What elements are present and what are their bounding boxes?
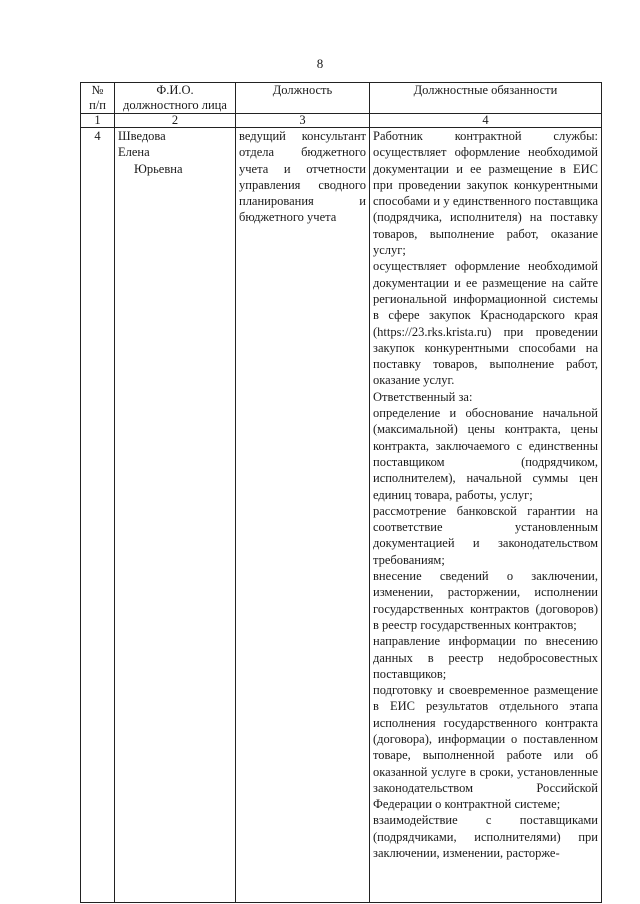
header-number: № п/п (81, 83, 115, 114)
first-name: Елена (118, 145, 150, 160)
duty-paragraph: Ответственный за: (373, 389, 473, 404)
duty-paragraph: Работник контрактной службы: осуществляет оформление необходимой документации и ее размещение в ЕИС при проведении закупок конкурентными способами и у единственного поставщика (подрядчика, исполнителя) на поставку товаров, выполнение работ, оказание услуг; (373, 129, 598, 258)
header-position: Должность (236, 83, 370, 114)
duty-paragraph: определение и обоснование начальной (максимальной) цены контракта, цены контракта, заключаемого с единственны поставщиком (подрядчиком, исполнителем), начальной суммы цен единиц товара, работы, услуг; (373, 406, 598, 502)
duty-paragraph: внесение сведений о заключении, изменении, расторжении, исполнении государственных контрактов (договоров) в реестр государственных контрактов; (373, 569, 598, 632)
duty-paragraph: рассмотрение банковской гарантии на соответствие установленным документацией и законодательством требованиям; (373, 503, 598, 567)
column-number: 2 (115, 114, 236, 128)
header-row (81, 83, 602, 114)
column-number: 3 (236, 114, 370, 128)
duty-paragraph: направление информации по внесению данных в реестр недобросовестных поставщиков; (373, 634, 598, 681)
duty-paragraph: взаимодействие с поставщиками (подрядчиками, исполнителями) при заключении, изменении, расторже- (373, 813, 598, 861)
header-name: Ф.И.О. должностного лица (115, 83, 236, 114)
column-number: 1 (81, 114, 115, 128)
row-number: 4 (81, 128, 115, 903)
column-number-row (81, 114, 602, 128)
page-number: 8 (316, 56, 324, 71)
patronymic: Юрьевна (134, 161, 183, 176)
table-row (81, 128, 602, 903)
duty-paragraph: осуществляет оформление необходимой документации и ее размещение на сайте региональной информационной системы в сфере закупок Краснодарского края (https://23.rks.krista.ru) при проведении закупок конкурентными способами на поставку товаров, выполнение работ, оказание услуг. (373, 259, 598, 388)
column-number: 4 (370, 114, 602, 128)
position: ведущий консультант отдела бюджетного учета и отчетности управления сводного планирования и бюджетного учета (236, 128, 370, 903)
official-name (115, 128, 236, 903)
duties-table (80, 82, 602, 903)
duties (370, 128, 602, 903)
header-duties: Должностные обязанности (370, 83, 602, 114)
surname: Шведова (118, 129, 166, 143)
duty-paragraph: подготовку и своевременное размещение в ЕИС результатов отдельного этапа исполнения государственного контракта (договора), информации о поставленном товаре, выполненной работе или об оказанной услуге в сроки, установленные законодательством Российской Федерации о контрактной системе; (373, 683, 598, 812)
